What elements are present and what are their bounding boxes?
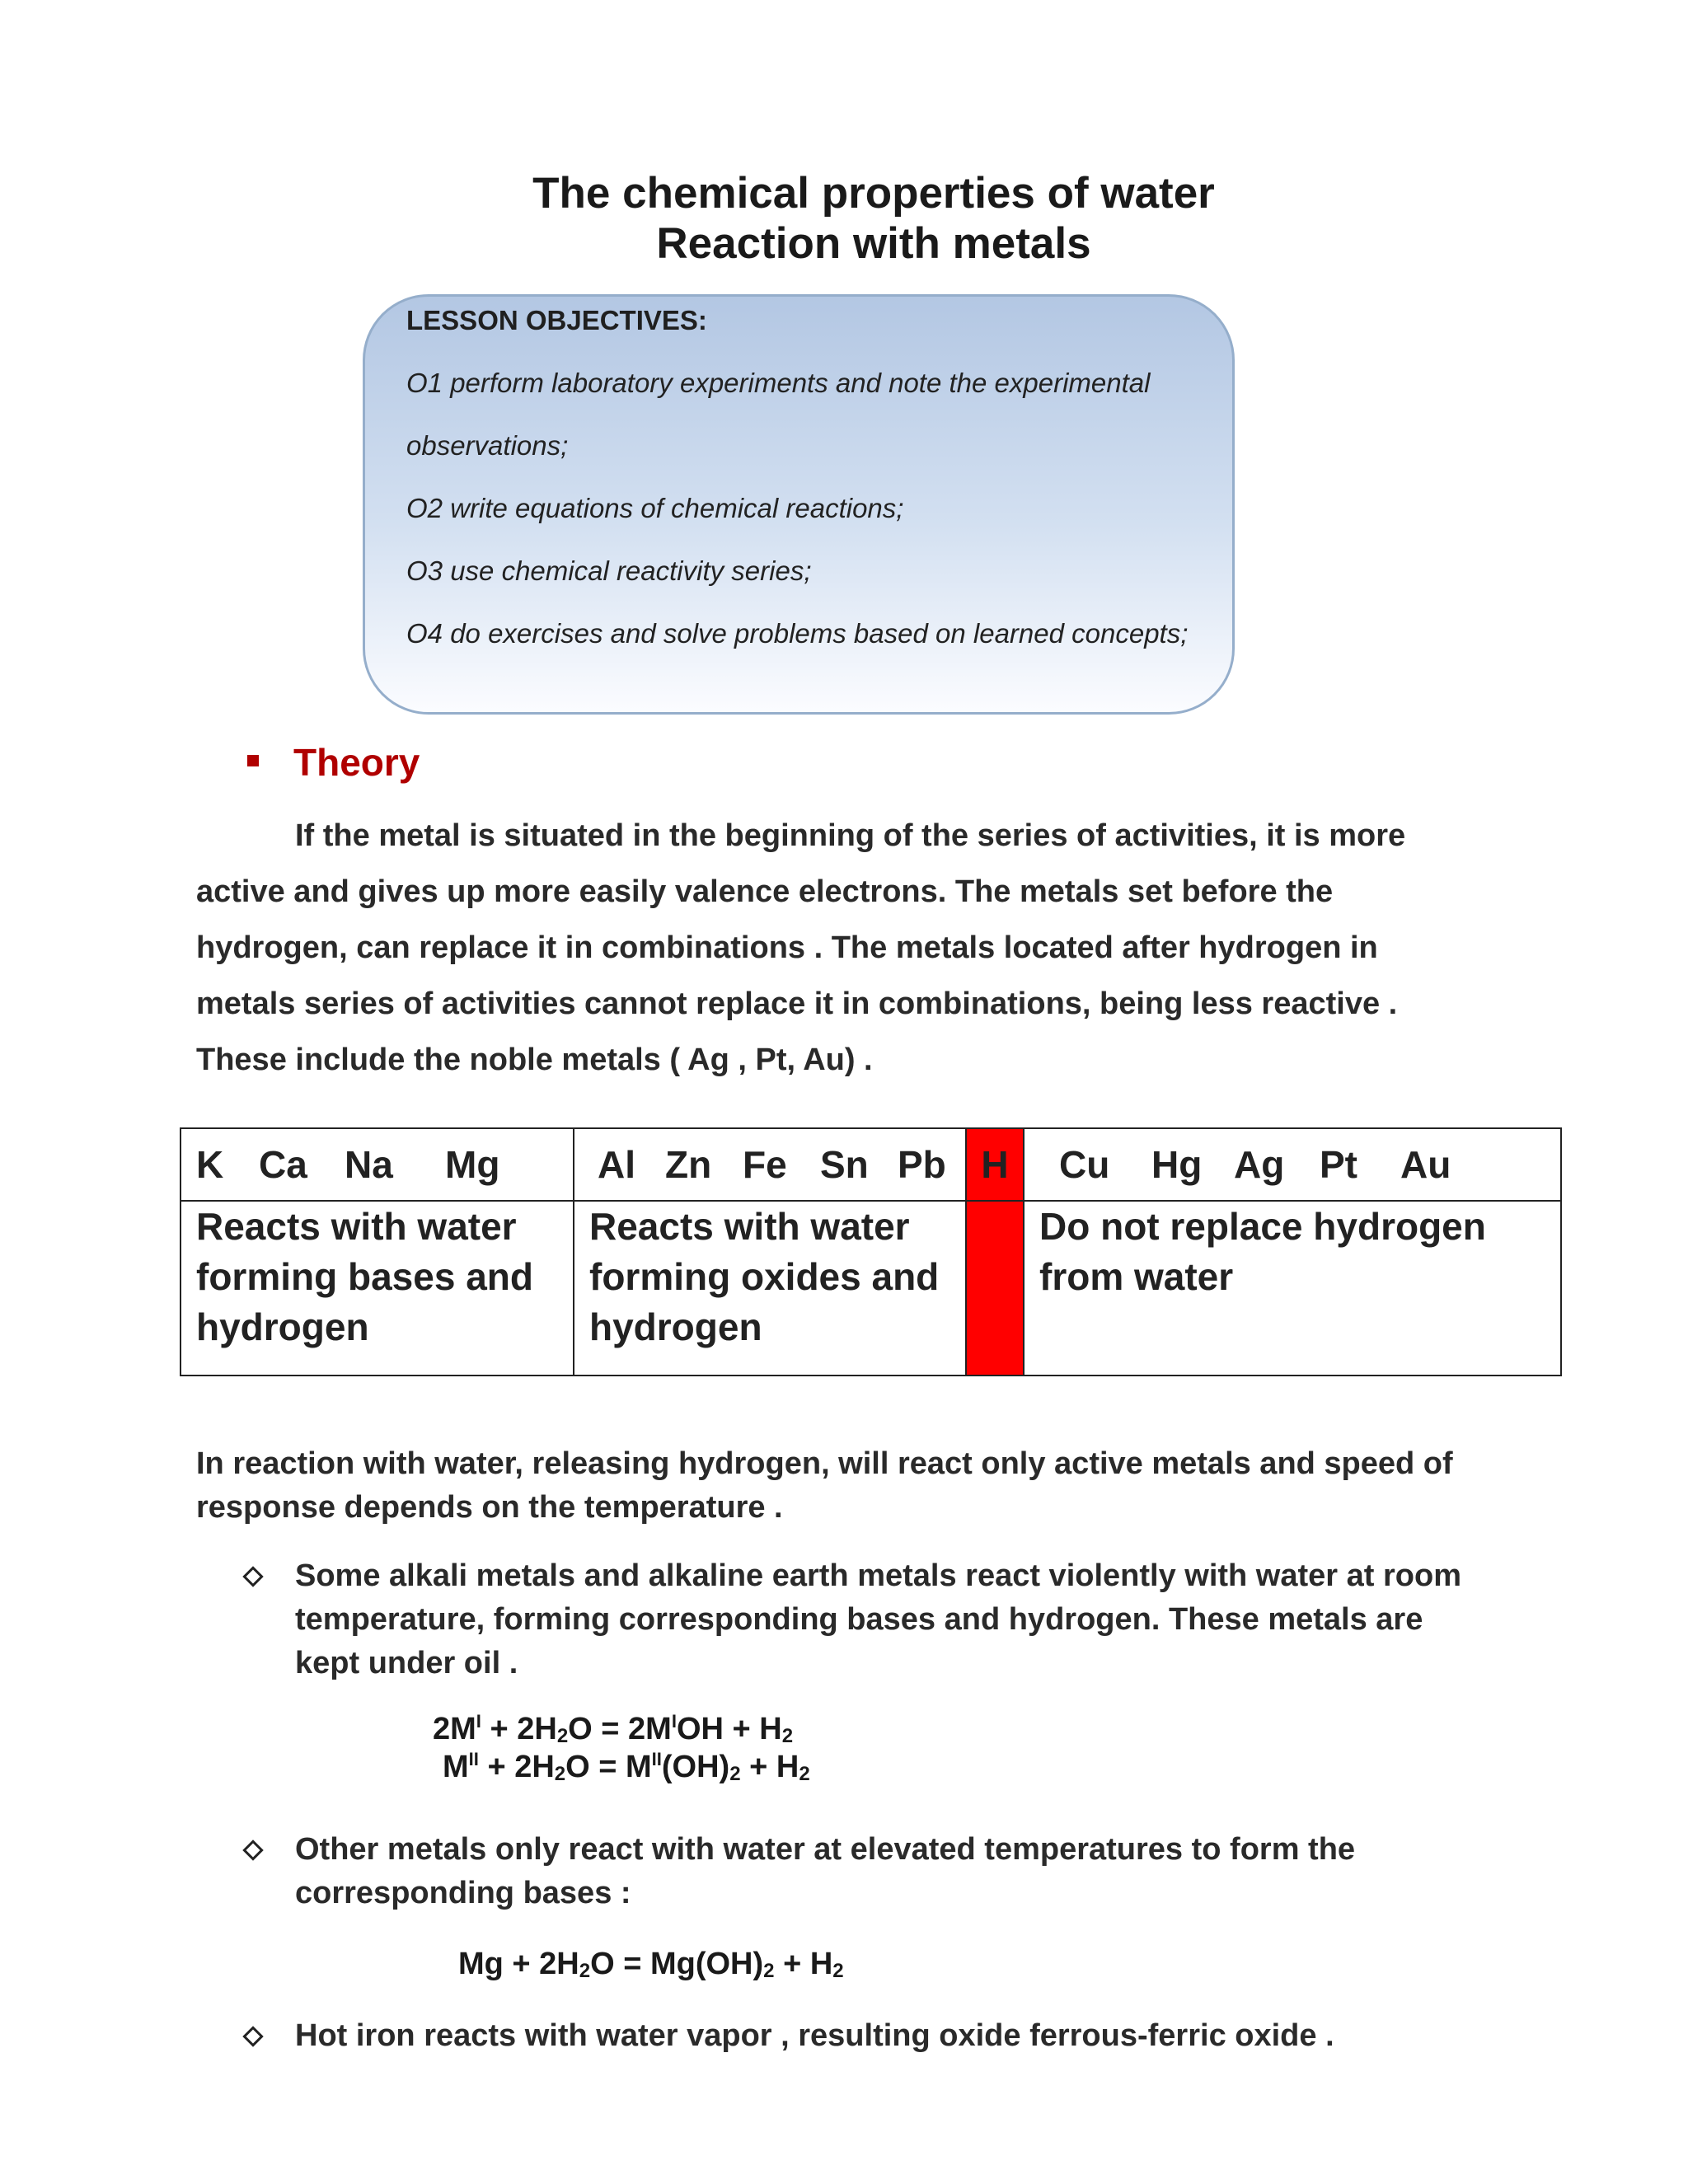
desc-3-line-2: from water [1039,1255,1234,1298]
desc-2-line-2: forming oxides and [589,1255,940,1298]
bullet-iron [246,2014,1564,2058]
element-hg: Hg [1151,1143,1203,1186]
equation-2: $M^{II} + 2H_2O = M^{II}(OH)_2 + H_2$ [443,1749,810,1785]
objective-o4: O4 do exercises and solve problems based on learned concepts; [406,618,1189,649]
element-ca: Ca [259,1143,307,1186]
element-k: K [196,1143,224,1186]
page-subtitle: Reaction with metals [656,219,1091,268]
theory-line-3: hydrogen, can replace it in combinations . The metals located after hydrogen in [196,930,1378,965]
objective-o1-line1: O1 perform laboratory experiments and note the experimental [406,368,1151,398]
desc-1-line-2: forming bases and [196,1255,533,1298]
desc-group-3 [1024,1201,1561,1376]
element-fe: Fe [743,1143,787,1186]
lesson-objectives-box [363,294,1235,715]
bullet-elevated-line-2: corresponding bases : [295,1876,631,1910]
element-sn: Sn [820,1143,869,1186]
bullet-alkali-line-1: Some alkali metals and alkaline earth metals react violently with water at room [295,1558,1461,1593]
desc-group-1 [181,1201,574,1376]
intro-line-1: In reaction with water, releasing hydrogen, will react only active metals and speed of [196,1446,1453,1481]
theory-heading [249,740,420,785]
objective-o1-line2: observations; [406,430,569,461]
series-group-2 [574,1128,966,1201]
equation-1: $2M^I + 2H_2O = 2M^IOH + H_2$ [433,1711,794,1747]
desc-1-line-1: Reacts with water [196,1205,517,1248]
series-group-1 [181,1128,574,1201]
theory-line-1: If the metal is situated in the beginning of the series of activities, it is more [295,818,1406,853]
element-h: H [966,1128,1024,1201]
page-title: The chemical properties of water [532,169,1215,218]
diamond-bullet-icon [242,1566,263,1586]
desc-group-2 [574,1201,966,1376]
desc-2-line-3: hydrogen [589,1305,762,1348]
diamond-bullet-icon [242,2026,263,2046]
desc-2-line-1: Reacts with water [589,1205,910,1248]
element-na: Na [345,1143,393,1186]
theory-line-5: These include the noble metals ( Ag , Pt, Au) . [196,1043,873,1077]
theory-line-4: metals series of activities cannot replace it in combinations, being less reactive . [196,987,1398,1021]
intro-paragraph [196,1442,1548,1530]
element-pb: Pb [898,1143,946,1186]
series-group-3 [1024,1128,1561,1201]
bullet-alkali [246,1554,1564,1685]
diamond-bullet-icon [242,1840,263,1860]
bullet-alkali-line-3: kept under oil . [295,1646,518,1680]
bullet-iron-line: Hot iron reacts with water vapor , resulting oxide ferrous-ferric oxide . [295,2018,1334,2053]
element-cu: Cu [1059,1143,1110,1186]
element-mg: Mg [445,1143,500,1186]
element-pt: Pt [1320,1143,1357,1186]
element-al: Al [598,1143,635,1186]
square-bullet-icon [247,755,259,766]
objectives-heading: LESSON OBJECTIVES: [406,305,707,335]
objective-o3: O3 use chemical reactivity series; [406,555,812,586]
equation-3: $Mg + 2H_2O = Mg(OH)_2 + H_2$ [458,1947,844,1982]
bullet-elevated [246,1828,1564,1915]
desc-1-line-3: hydrogen [196,1305,369,1348]
element-ag: Ag [1234,1143,1285,1186]
bullet-elevated-line-1: Other metals only react with water at elevated temperatures to form the [295,1832,1356,1867]
hydrogen-column-cell [966,1201,1024,1376]
element-zn: Zn [665,1143,712,1186]
bullet-alkali-line-2: temperature, forming corresponding bases and hydrogen. These metals are [295,1602,1423,1637]
element-au: Au [1400,1143,1451,1186]
objective-o2: O2 write equations of chemical reactions; [406,493,904,523]
activity-series-table [180,1127,1562,1376]
desc-3-line-1: Do not replace hydrogen [1039,1205,1486,1248]
intro-line-2: response depends on the temperature . [196,1490,783,1525]
theory-label: Theory [293,741,420,784]
theory-line-2: active and gives up more easily valence electrons. The metals set before the [196,874,1334,909]
